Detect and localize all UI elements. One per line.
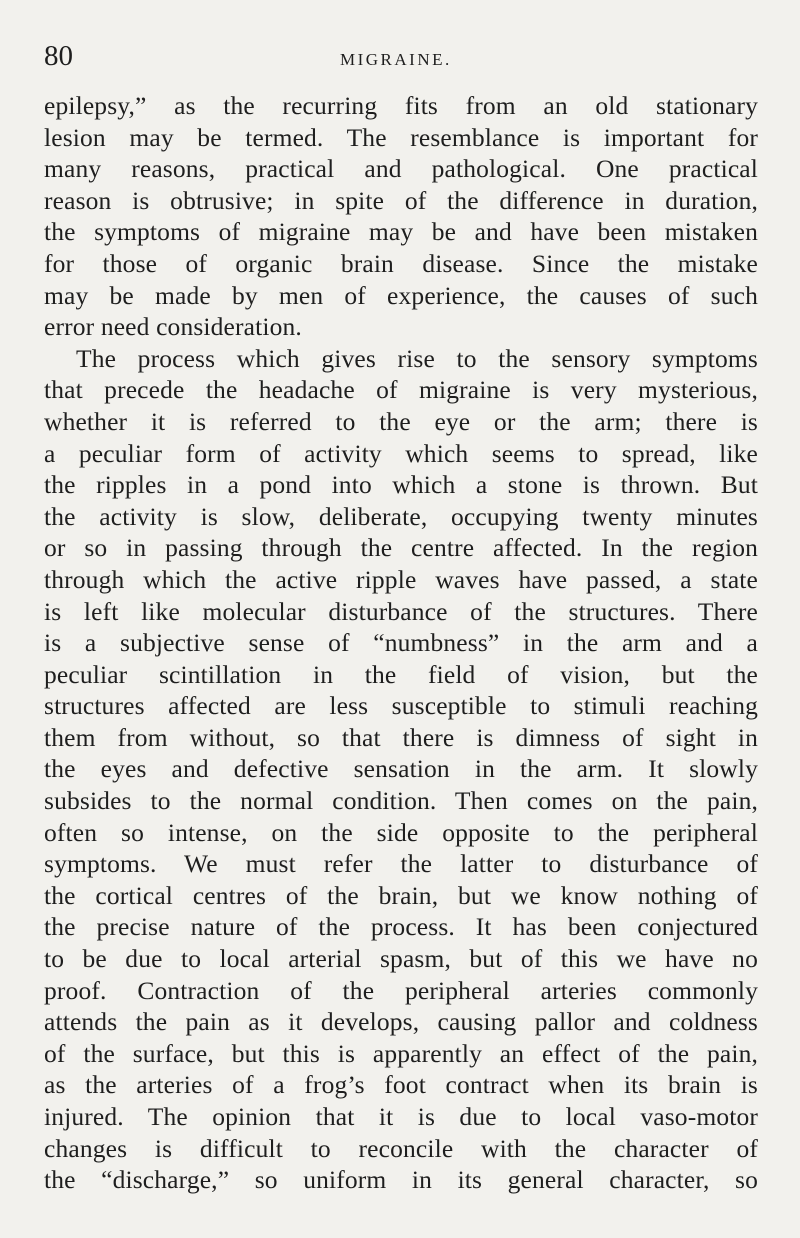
text-line: or so in passing through the centre affected. In the region	[44, 533, 758, 563]
text-line: a peculiar form of activity which seems to spread, like	[44, 438, 758, 468]
running-title: MIGRAINE.	[340, 50, 452, 69]
text-line: symptoms. We must refer the latter to disturbance of	[44, 849, 758, 879]
text-line: proof. Contraction of the peripheral arteries commonly	[44, 975, 758, 1005]
text-line: many reasons, practical and pathological. One practical	[44, 154, 758, 184]
body-text	[44, 90, 758, 1196]
page-number: 80	[44, 40, 73, 72]
text-line: The process which gives rise to the sensory symptoms	[76, 343, 758, 373]
text-line: reason is obtrusive; in spite of the difference in duration,	[44, 185, 758, 215]
text-line: injured. The opinion that it is due to local vaso-motor	[44, 1102, 758, 1131]
running-head	[44, 36, 760, 76]
text-line: lesion may be termed. The resemblance is important for	[44, 122, 758, 152]
text-line: that precede the headache of migraine is very mysterious,	[44, 375, 758, 405]
text-line: to be due to local arterial spasm, but of this we have no	[44, 944, 758, 974]
text-line: whether it is referred to the eye or the arm; there is	[44, 406, 758, 436]
text-line: the precise nature of the process. It has been conjectured	[44, 912, 758, 942]
text-line: for those of organic brain disease. Since the mistake	[44, 248, 758, 278]
text-line: the eyes and defective sensation in the arm. It slowly	[44, 754, 758, 784]
text-line: peculiar scintillation in the field of vision, but the	[44, 659, 758, 689]
text-line: subsides to the normal condition. Then comes on the pain,	[44, 786, 758, 816]
text-line: is a subjective sense of “numbness” in the arm and a	[44, 628, 758, 658]
text-line: them from without, so that there is dimness of sight in	[44, 722, 758, 752]
text-line: changes is difficult to reconcile with the character of	[44, 1133, 758, 1163]
text-line: often so intense, on the side opposite to the peripheral	[44, 817, 758, 847]
text-line: may be made by men of experience, the causes of such	[44, 280, 758, 310]
text-line: as the arteries of a frog’s foot contract when its brain is	[44, 1070, 758, 1100]
text-line: of the surface, but this is apparently an effect of the pain,	[44, 1038, 758, 1068]
text-line: the cortical centres of the brain, but we know nothing of	[44, 880, 758, 910]
text-line: the “discharge,” so uniform in its general character, so	[44, 1165, 758, 1195]
text-line: through which the active ripple waves have passed, a state	[44, 564, 758, 594]
text-line: epilepsy,” as the recurring fits from an old stationary	[44, 91, 758, 120]
text-line: attends the pain as it develops, causing pallor and coldness	[44, 1007, 758, 1037]
text-line: the symptoms of migraine may be and have been mistaken	[44, 217, 758, 247]
text-line: the activity is slow, deliberate, occupying twenty minutes	[44, 501, 758, 531]
text-line: the ripples in a pond into which a stone is thrown. But	[44, 470, 758, 500]
text-line: structures affected are less susceptible to stimuli reaching	[44, 691, 758, 721]
text-line: is left like molecular disturbance of the structures. There	[44, 596, 758, 626]
text-line: error need consideration.	[44, 312, 302, 342]
